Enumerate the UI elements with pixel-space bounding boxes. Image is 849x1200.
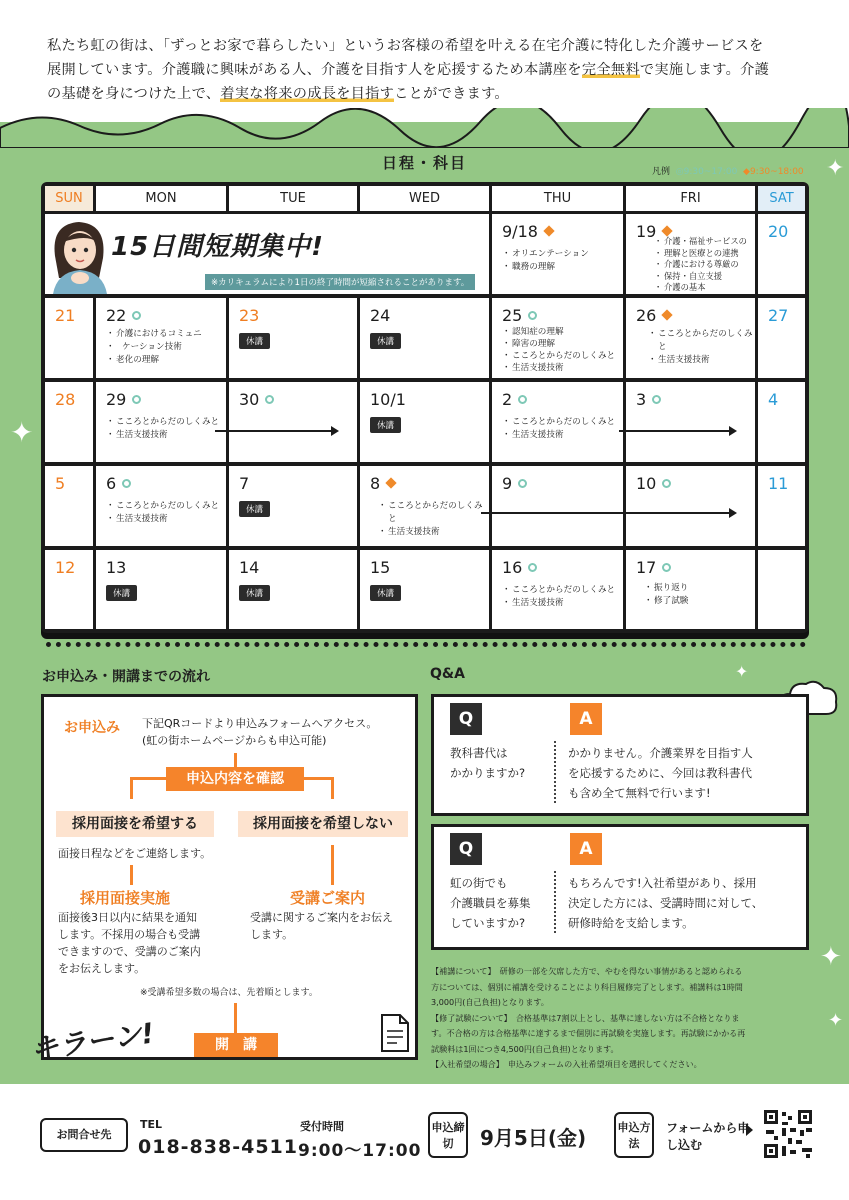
off-badge: 休講 [370,333,401,349]
orange-diamond-icon [662,309,673,320]
highlight-free: 完全無料 [581,62,640,78]
qa-card-2 [431,824,809,950]
deadline-label: 申込締切 [428,1112,468,1158]
flow-line [331,777,334,799]
header-fri: FRI [626,186,755,211]
day-cell [626,214,755,294]
day-cell [360,382,489,462]
intro-line-1: 私たち虹の街は、「ずっとお家で暮らしたい」というお客様の希望を叶える在宅介護に特化した介護サービスを [47,38,764,54]
day-cell [45,466,93,546]
sparkle-icon: ✦ [826,156,845,181]
qa-title: Q&A [430,666,465,682]
dotted-divider [46,642,806,647]
q-badge: Q [450,833,482,865]
banner-title: 15日間短期集中! [111,232,325,262]
day-number: 20 [768,222,789,241]
green-circle-icon [132,395,141,404]
day-number: 22 [106,306,141,325]
day-number: 14 [239,558,260,577]
kiran-text: キラーン! [28,1016,157,1067]
interview-heading: 採用面接実施 [80,889,171,907]
flow-line [130,777,133,799]
day-number: 28 [55,390,76,409]
want-interview-box: 採用面接を希望する [56,811,214,837]
orange-diamond-icon [386,477,397,488]
off-badge: 休講 [239,585,270,601]
subject-list: ・ 介護・福祉サービスの ・ 理解と医療との連携 ・ 介護における尊厳の ・ 保持・自立支援 ・ 介護の基本 [656,236,747,294]
green-circle-icon [662,563,671,572]
day-cell [229,550,357,629]
day-cell [229,298,357,378]
day-number: 4 [768,390,779,409]
green-circle-icon [518,479,527,488]
flow-note: ※受講希望多数の場合は、先着順とします。 [140,988,318,998]
deadline: 9月5日(金) [480,1126,587,1150]
banner-cell [45,214,489,294]
calendar [41,182,809,633]
day-cell [758,550,805,629]
off-badge: 休講 [370,417,401,433]
header-sat: SAT [758,186,805,211]
green-circle-icon [122,479,131,488]
day-number: 25 [502,306,537,325]
flow-line [304,777,334,780]
continuation-arrow [619,430,735,432]
wave-border [0,108,849,148]
answer-text: もちろんです!入社希望があり、採用 決定した方には、受講時間に対して、 研修時給を支給します。 [568,876,764,930]
day-number: 12 [55,558,76,577]
calendar-title: 日程・科目 [381,154,467,172]
day-number: 30 [239,390,274,409]
day-number: 2 [502,390,527,409]
subject-list: ・ 介護におけるコミュニ ・ ケーション技術 ・ 老化の理解 [108,328,202,367]
day-number: 7 [239,474,250,493]
day-cell [96,466,226,546]
sparkle-icon: ✦ [828,1010,844,1031]
day-cell [45,550,93,629]
document-icon [378,1013,412,1053]
day-number: 13 [106,558,127,577]
q-badge: Q [450,703,482,735]
green-circle-icon [652,395,661,404]
day-number: 9/18 [502,222,553,241]
qa-separator [554,741,556,803]
day-cell [758,214,805,294]
orange-diamond-icon [662,225,673,236]
subject-list: ・ こころとからだのしくみと ・ 生活支援技術 [108,500,219,526]
green-circle-icon [662,479,671,488]
subject-list: ・ こころとからだのしくみと ・ 生活支援技術 [650,328,755,367]
no-interview-box: 採用面接を希望しない [238,811,408,837]
tel-number[interactable]: 018-838-4511 [138,1136,298,1158]
flow-line [331,845,334,885]
day-cell [758,466,805,546]
question-text: 虹の街でも 介護職員を募集 していますか? [450,876,531,930]
continuation-arrow [481,512,735,514]
day-cell [492,466,623,546]
day-cell [360,298,489,378]
day-cell [492,214,623,294]
day-number: 11 [768,474,789,493]
subject-list: ・ 認知症の理解 ・ 障害の理解 ・ こころとからだのしくみと ・ 生活支援技術 [504,326,615,374]
apply-label: お申込み [64,720,120,736]
green-circle-icon [265,395,274,404]
day-number: 19 [636,222,671,241]
flow-line [130,865,133,885]
green-circle-icon [518,395,527,404]
legend-green: ◎9:30~17:00 [675,167,738,177]
qa-card-1 [431,694,809,816]
header-thu: THU [492,186,623,211]
green-circle-icon [528,563,537,572]
day-cell [229,382,357,462]
flow-line [234,1003,237,1033]
day-cell [360,550,489,629]
play-arrow-icon [746,1124,753,1136]
day-number: 10/1 [370,390,406,409]
orange-diamond-icon [543,225,554,236]
banner-note: ※カリキュラムにより1日の終了時間が短縮されることがあります。 [205,274,475,290]
day-number: 10 [636,474,671,493]
intro-line-2: 展開しています。介護職に興味がある人、介護を目指す人を応援するため本講座を完全無料で実施します。介護 [47,62,770,78]
header-sun: SUN [45,186,93,211]
subject-list: ・ 振り返り ・ 修了試験 [646,582,688,608]
question-text: 教科書代は かかりますか? [450,746,526,780]
day-number: 15 [370,558,391,577]
method-label: 申込方法 [614,1112,654,1158]
notes: 【補講について】 研修の一部を欠席した方で、やむを得ない事情があると認められる 方については、個別に補講を受けることにより科目履修完了とします。補講料は1時間 3,000円(自己負担)となります。 【修了試験について】 合格基準は7割以上とし、基準に達しない方は不合格となりま す。不合格の方は合格基準に達するまで個別に再試験を実施します。再試験にかかる再 試験料は1回につき4,500円(自己負担)となります。 【入社希望の場合】 申込みフォームの入社希望項目を選択してください。 [431,966,746,1069]
day-cell [45,298,93,378]
subject-list: ・ オリエンテーション ・ 職務の理解 [504,248,589,274]
instructor-illustration [49,218,111,294]
day-cell [626,466,755,546]
day-cell [626,550,755,629]
answer-text: かかりません。介護業界を目指す人 を応援するために、今回は教科書代 も含め全て無料で行います! [568,746,753,800]
day-number: 9 [502,474,527,493]
sparkle-icon: ✦ [10,416,34,449]
a-badge: A [570,833,602,865]
day-cell [96,550,226,629]
day-cell [758,382,805,462]
guide-heading: 受講ご案内 [290,889,366,907]
open-box: 開 講 [194,1033,278,1057]
day-cell [626,382,755,462]
qa-separator [554,871,556,933]
day-cell [229,466,357,546]
qr-code-icon[interactable] [762,1108,814,1160]
legend-orange: ◆9:30~18:00 [743,167,804,177]
flow-title: お申込み・開講までの流れ [42,669,210,685]
footer [0,1094,849,1200]
tel-label: TEL [140,1118,163,1131]
day-cell [45,382,93,462]
day-number: 26 [636,306,671,325]
flow-line [130,777,166,780]
header-mon: MON [96,186,226,211]
day-cell [492,298,623,378]
off-badge: 休講 [106,585,137,601]
day-cell [360,466,489,546]
interview-text: 面接後3日以内に結果を通知 します。不採用の場合も受講 できますので、受講のご案内 をお伝えします。 [58,911,201,975]
off-badge: 休講 [239,333,270,349]
intro-text [47,34,817,106]
day-number: 27 [768,306,789,325]
sparkle-icon: ✦ [820,942,842,972]
day-number: 16 [502,558,537,577]
hours-label: 受付時間 [300,1120,344,1133]
day-cell [758,298,805,378]
off-badge: 休講 [370,585,401,601]
intro-line-3: の基礎を身につけた上で、着実な将来の成長を目指すことができます。 [47,86,509,102]
day-cell [492,550,623,629]
flow-box [41,694,418,1060]
day-cell [492,382,623,462]
day-number: 17 [636,558,671,577]
day-cell [96,382,226,462]
want-text: 面接日程などをご連絡します。 [58,847,212,860]
highlight-growth: 着実な将来の成長を目指す [220,86,395,102]
flow-line [234,753,237,767]
method-text[interactable]: フォームから申し込む [666,1121,750,1152]
green-circle-icon [132,311,141,320]
header-wed: WED [360,186,489,211]
sparkle-icon: ✦ [735,662,749,681]
day-number: 3 [636,390,661,409]
green-circle-icon [528,311,537,320]
day-number: 6 [106,474,131,493]
day-cell [626,298,755,378]
header-tue: TUE [229,186,357,211]
hours: 9:00～17:00 [298,1141,422,1161]
continuation-arrow [215,430,337,432]
off-badge: 休講 [239,501,270,517]
day-number: 5 [55,474,66,493]
day-number: 23 [239,306,260,325]
subject-list: ・ こころとからだのしくみと ・ 生活支援技術 [108,416,219,442]
day-number: 24 [370,306,391,325]
calendar-legend: 凡例 ◎9:30~17:00 ◆9:30~18:00 [652,167,804,177]
day-number: 21 [55,306,76,325]
apply-text: 下記QRコードより申込みフォームへアクセス。 (虹の街ホームページからも申込可能) [142,717,378,747]
day-number: 29 [106,390,141,409]
guide-text: 受講に関するご案内をお伝え します。 [250,911,393,941]
subject-list: ・ こころとからだのしくみと ・ 生活支援技術 [504,584,615,610]
day-number: 8 [370,474,395,493]
a-badge: A [570,703,602,735]
confirm-box: 申込内容を確認 [166,767,304,791]
day-cell [96,298,226,378]
subject-list: ・ こころとからだのしくみと ・ 生活支援技術 [380,500,489,539]
subject-list: ・ こころとからだのしくみと ・ 生活支援技術 [504,416,615,442]
contact-label: お問合せ先 [40,1118,128,1152]
